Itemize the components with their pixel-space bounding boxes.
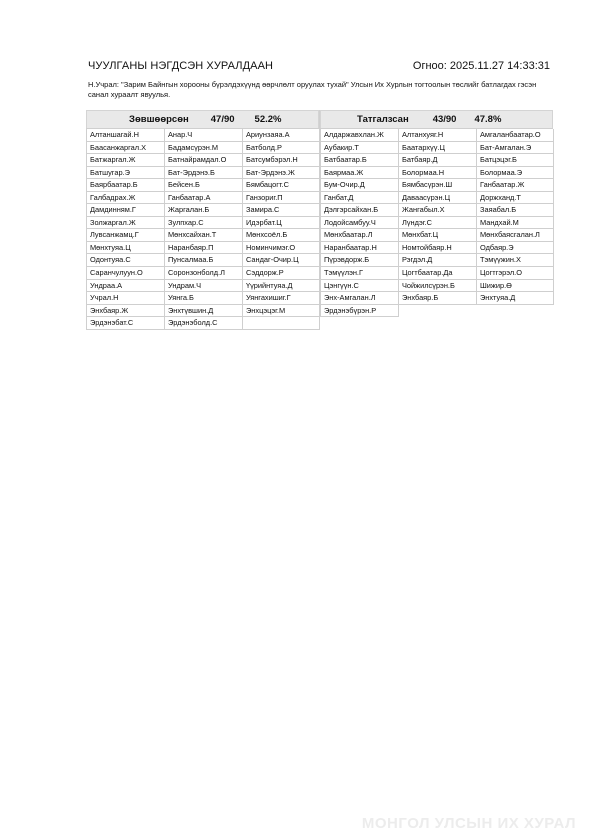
- no-member-name: Болормаа.Э: [477, 167, 554, 180]
- yes-member-name: Пунсалмаа.Б: [165, 254, 243, 267]
- yes-member-name: Бат-Эрдэнэ.Ж: [243, 167, 320, 180]
- yes-label: Зөвшөөрсөн: [129, 114, 189, 125]
- yes-member-name: Жаргалан.Б: [165, 204, 243, 217]
- no-percent: 47.8%: [474, 114, 502, 125]
- yes-member-name: Энхбаяр.Ж: [87, 305, 165, 318]
- yes-member-name: Одонтуяа.С: [87, 254, 165, 267]
- watermark-text: МОНГОЛ УЛСЫН ИХ ХУРАЛ: [361, 815, 576, 832]
- no-member-name: Дэлгэрсайхан.Б: [321, 204, 399, 217]
- yes-member-name: Батнайрамдал.О: [165, 154, 243, 167]
- yes-member-name: Мөнхсайхан.Т: [165, 229, 243, 242]
- yes-member-name: Батшугар.Э: [87, 167, 165, 180]
- yes-member-name: Баярбаатар.Б: [87, 179, 165, 192]
- yes-member-name: Баасанжаргал.Х: [87, 142, 165, 155]
- yes-count: 47/90: [210, 114, 235, 125]
- yes-member-name: Учрал.Н: [87, 292, 165, 305]
- no-member-name: Мөнхбаатар.Л: [321, 229, 399, 242]
- yes-member-name: Бат-Эрдэнэ.Б: [165, 167, 243, 180]
- no-member-name: Бямбасүрэн.Ш: [399, 179, 477, 192]
- yes-percent: 52.2%: [254, 114, 282, 125]
- yes-member-name: Лувсанжамц.Г: [87, 229, 165, 242]
- no-member-name: Алтанхуяг.Н: [399, 129, 477, 142]
- yes-member-name: Эрдэнэболд.С: [165, 317, 243, 330]
- no-member-name: Номтойбаяр.Н: [399, 242, 477, 255]
- no-member-name: Мөнхбаясгалан.Л: [477, 229, 554, 242]
- no-member-name: Энхтуяа.Д: [477, 292, 554, 305]
- no-member-name: Цогтгэрэл.О: [477, 267, 554, 280]
- document-header: [88, 60, 550, 74]
- yes-member-name: Номинчимэг.О: [243, 242, 320, 255]
- yes-member-name: Галбадрах.Ж: [87, 192, 165, 205]
- yes-member-name: Наранбаяр.П: [165, 242, 243, 255]
- yes-member-name: Эрдэнэбат.С: [87, 317, 165, 330]
- no-member-name: Батбаатар.Б: [321, 154, 399, 167]
- yes-member-name: Анар.Ч: [165, 129, 243, 142]
- yes-member-name: Ганзориг.П: [243, 192, 320, 205]
- yes-member-name: Батсумбэрэл.Н: [243, 154, 320, 167]
- no-member-name: Тэмүүлэн.Г: [321, 267, 399, 280]
- yes-member-name: Энхтүвшин.Д: [165, 305, 243, 318]
- yes-member-name: Мөнхтуяа.Ц: [87, 242, 165, 255]
- no-member-name: Аубакир.Т: [321, 142, 399, 155]
- page-title: ЧУУЛГАНЫ НЭГДСЭН ХУРАЛДААН: [88, 60, 274, 72]
- no-label: Татгалзсан: [357, 114, 409, 125]
- no-member-name: Заяабал.Б: [477, 204, 554, 217]
- no-member-name: Лодойсамбуу.Ч: [321, 217, 399, 230]
- vote-description: Н.Учрал: "Зарим Байнгын хорооны бүрэлдэхүүнд өөрчлөлт оруулах тухай" Улсын Их Хурлын тогтоолын төслийг батлагдах гэсэн санал хураалт явуулья.: [88, 80, 537, 99]
- yes-member-name: Сэддорж.Р: [243, 267, 320, 280]
- no-member-name: Ганбаатар.Ж: [477, 179, 554, 192]
- no-member-name: Баатархүү.Ц: [399, 142, 477, 155]
- yes-member-name: Сандаг-Очир.Ц: [243, 254, 320, 267]
- no-member-name: Энх-Амгалан.Л: [321, 292, 399, 305]
- no-member-name: Цогтбаатар.Да: [399, 267, 477, 280]
- yes-member-name: Энхцэцэг.М: [243, 305, 320, 318]
- yes-member-name: Зулпхар.С: [165, 217, 243, 230]
- no-member-name: Мөнхбат.Ц: [399, 229, 477, 242]
- no-member-name: Мандхай.М: [477, 217, 554, 230]
- yes-member-name: Замира.С: [243, 204, 320, 217]
- yes-member-name: Ундраа.А: [87, 280, 165, 293]
- no-member-name: Эрдэнэбүрэн.Р: [321, 305, 399, 318]
- no-member-name: Лүндэг.С: [399, 217, 477, 230]
- no-member-name: Баярмаа.Ж: [321, 167, 399, 180]
- yes-member-name: Бадамсүрэн.М: [165, 142, 243, 155]
- no-member-name: Одбаяр.Э: [477, 242, 554, 255]
- yes-member-name: [243, 317, 320, 330]
- yes-member-name: Алтаншагай.Н: [87, 129, 165, 142]
- yes-member-name: Уянга.Б: [165, 292, 243, 305]
- yes-member-name: Батжаргал.Ж: [87, 154, 165, 167]
- no-member-name: Батбаяр.Д: [399, 154, 477, 167]
- no-member-name: Батцэцэг.Б: [477, 154, 554, 167]
- yes-header: [86, 110, 319, 128]
- yes-member-name: Батболд.Р: [243, 142, 320, 155]
- yes-member-name: Ариунзаяа.А: [243, 129, 320, 142]
- yes-member-name: Ундрам.Ч: [165, 280, 243, 293]
- no-member-name: Жангабыл.Х: [399, 204, 477, 217]
- yes-member-name: Уянгахишиг.Г: [243, 292, 320, 305]
- no-member-name: Даваасүрэн.Ц: [399, 192, 477, 205]
- no-member-name: Наранбаатар.Н: [321, 242, 399, 255]
- no-member-name: Бат-Амгалан.Э: [477, 142, 554, 155]
- vote-results-table: [86, 110, 552, 330]
- no-member-name: Алдаржавхлан.Ж: [321, 129, 399, 142]
- no-member-name: Пүрэвдорж.Б: [321, 254, 399, 267]
- yes-member-name: Үүрийнтуяа.Д: [243, 280, 320, 293]
- no-member-name: Цэнгүүн.С: [321, 280, 399, 293]
- no-member-name: Чойжилсүрэн.Б: [399, 280, 477, 293]
- no-names-grid: [320, 128, 553, 317]
- no-column: [319, 110, 553, 330]
- no-member-name: Доржханд.Т: [477, 192, 554, 205]
- vote-date: Огноо: 2025.11.27 14:33:31: [412, 60, 550, 72]
- yes-member-name: Бейсен.Б: [165, 179, 243, 192]
- no-member-name: Рэгдэл.Д: [399, 254, 477, 267]
- yes-member-name: Мөнхсоёл.Б: [243, 229, 320, 242]
- no-header: [320, 110, 553, 128]
- yes-member-name: Саранчулуун.О: [87, 267, 165, 280]
- yes-member-name: Ганбаатар.А: [165, 192, 243, 205]
- yes-names-grid: [86, 128, 319, 330]
- no-member-name: Шижир.Ө: [477, 280, 554, 293]
- no-count: 43/90: [432, 114, 457, 125]
- yes-column: [86, 110, 319, 330]
- no-member-name: Тэмүүжин.Х: [477, 254, 554, 267]
- yes-member-name: Бямбацогт.С: [243, 179, 320, 192]
- no-member-name: Энхбаяр.Б: [399, 292, 477, 305]
- yes-member-name: Дамдинням.Г: [87, 204, 165, 217]
- no-member-name: Болормаа.Н: [399, 167, 477, 180]
- yes-member-name: Идэрбат.Ц: [243, 217, 320, 230]
- no-member-name: Амгаланбаатар.О: [477, 129, 554, 142]
- yes-member-name: Соронзонболд.Л: [165, 267, 243, 280]
- no-member-name: Бум-Очир.Д: [321, 179, 399, 192]
- yes-member-name: Золжаргал.Ж: [87, 217, 165, 230]
- no-member-name: Ганбат.Д: [321, 192, 399, 205]
